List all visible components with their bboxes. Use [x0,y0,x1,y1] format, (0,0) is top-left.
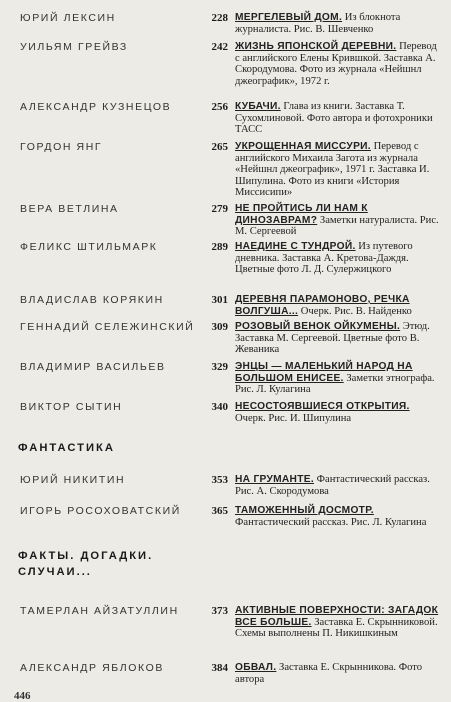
entry-description [235,321,443,356]
entry-title: ЖИЗНЬ ЯПОНСКОЙ ДЕРЕВНИ. [235,41,397,52]
entry-page-number: 384 [211,662,228,674]
entry-author: ГОРДОН ЯНГ [20,141,103,153]
entry-description [235,401,443,424]
entry-title: НАЕДИНЕ С ТУНДРОЙ. [235,241,356,252]
entry-details: Перевод с английского Михаила Загота из журнала «Нейшнл джеографик», 1971 г. Заставка И. Шипулина. Фото из книги «История Миссисипи» [235,141,430,199]
entry-title: МЕРГЕЛЕВЫЙ ДОМ. [235,12,343,23]
entry-author: ВЕРА ВЕТЛИНА [20,203,119,215]
entry-description [235,505,443,528]
entry-details: Заставка Е. Скрынникова. Фото автора [235,662,423,685]
entry-author: ВЛАДИМИР ВАСИЛЬЕВ [20,361,166,373]
entry-details: Из путевого дневника. Заставка А. Кретова-Даждя. Цветные фото Л. Д. Сулержицкого [235,241,413,276]
entry-title: ДЕРЕВНЯ ПАРАМОНОВО, РЕЧКА ВОЛГУША... [235,294,410,317]
entry-title: АКТИВНЫЕ ПОВЕРХНОСТИ: ЗАГАДОК ВСЕ БОЛЬШЕ. [235,605,439,628]
entry-description [235,41,443,87]
entry-description [235,241,443,276]
entry-details: Заметки этнографа. Рис. Л. Кулагина [235,372,435,396]
entry-title: ТАМОЖЕННЫЙ ДОСМОТР. [235,505,374,516]
entry-details: Глава из книги. Заставка Т. Сухомлиновой. Фото автора и фотохроники ТАСС [235,101,433,136]
entry-details: Заставка Е. Скрынниковой. Схемы выполнены П. Никишкиным [235,616,438,640]
entry-description [235,662,443,685]
entry-title: НЕ ПРОЙТИСЬ ЛИ НАМ К ДИНОЗАВРАМ? [235,203,368,226]
entry-details: Из блокнота журналиста. Рис. В. Шевченко [235,12,401,35]
entry-description [235,294,443,317]
entry-author: ВИКТОР СЫТИН [20,401,123,413]
entry-title: ЭНЦЫ — МАЛЕНЬКИЙ НАРОД НА БОЛЬШОМ ЕНИСЕЕ. [235,361,413,384]
entry-details: Очерк. Рис. В. Найденко [300,305,412,317]
entry-page-number: 256 [211,101,228,113]
entry-page-number: 265 [211,141,228,153]
entry-details: Перевод с английского Елены Крившкой. Заставка А. Скородумова. Фото из журнала «Нейшнл джеографик», 1972 г. [235,41,437,87]
entry-author: ТАМЕРЛАН АЙЗАТУЛЛИН [20,605,179,617]
entry-page-number: 309 [211,321,228,333]
entry-author: АЛЕКСАНДР КУЗНЕЦОВ [20,101,172,113]
entry-details: Фантастический рассказ. Рис. А. Скородумова [235,474,430,497]
entry-author: ЮРИЙ НИКИТИН [20,474,126,486]
entry-details: Очерк. Рис. И. Шипулина [235,412,352,424]
entry-title: РОЗОВЫЙ ВЕНОК ОЙКУМЕНЫ. [235,321,401,332]
entry-author: ЮРИЙ ЛЕКСИН [20,12,116,24]
entry-description [235,203,443,238]
entry-page-number: 329 [211,361,228,373]
entry-title: НА ГРУМАНТЕ. [235,474,314,485]
entry-page-number: 373 [211,605,228,617]
entry-author: ИГОРЬ РОСОХОВАТСКИЙ [20,505,181,517]
entry-author: ГЕННАДИЙ СЕЛЕЖИНСКИЙ [20,321,195,333]
entry-description [235,12,443,35]
entry-page-number: 301 [211,294,228,306]
entry-details: Заметки натуралиста. Рис. М. Сергеевой [235,214,439,238]
section-heading: ФАНТАСТИКА [18,442,115,454]
entry-author: УИЛЬЯМ ГРЕЙВЗ [20,41,128,53]
section-heading: ФАКТЫ. ДОГАДКИ. СЛУЧАИ... [18,550,154,578]
entry-page-number: 242 [211,41,228,53]
entry-details: Этюд. Заставка М. Сергеевой. Цветные фото В. Жеваника [235,321,430,356]
entry-title: КУБАЧИ. [235,101,281,112]
entry-title: ОБВАЛ. [235,662,277,673]
entry-description [235,605,443,640]
entry-description [235,141,443,199]
entry-details: Фантастический рассказ. Рис. Л. Кулагина [235,516,427,528]
entry-author: ВЛАДИСЛАВ КОРЯКИН [20,294,164,306]
entry-description [235,361,443,396]
entry-page-number: 340 [211,401,228,413]
entry-description [235,101,443,136]
entry-author: АЛЕКСАНДР ЯБЛОКОВ [20,662,164,674]
entry-page-number: 279 [211,203,228,215]
entry-description [235,474,443,497]
entry-page-number: 228 [211,12,228,24]
entry-title: УКРОЩЕННАЯ МИССУРИ. [235,141,371,152]
page-folio: 446 [14,690,31,702]
entry-title: НЕСОСТОЯВШИЕСЯ ОТКРЫТИЯ. [235,401,410,412]
entry-page-number: 365 [211,505,228,517]
entry-author: ФЕЛИКС ШТИЛЬМАРК [20,241,158,253]
entry-page-number: 353 [211,474,228,486]
entry-page-number: 289 [211,241,228,253]
